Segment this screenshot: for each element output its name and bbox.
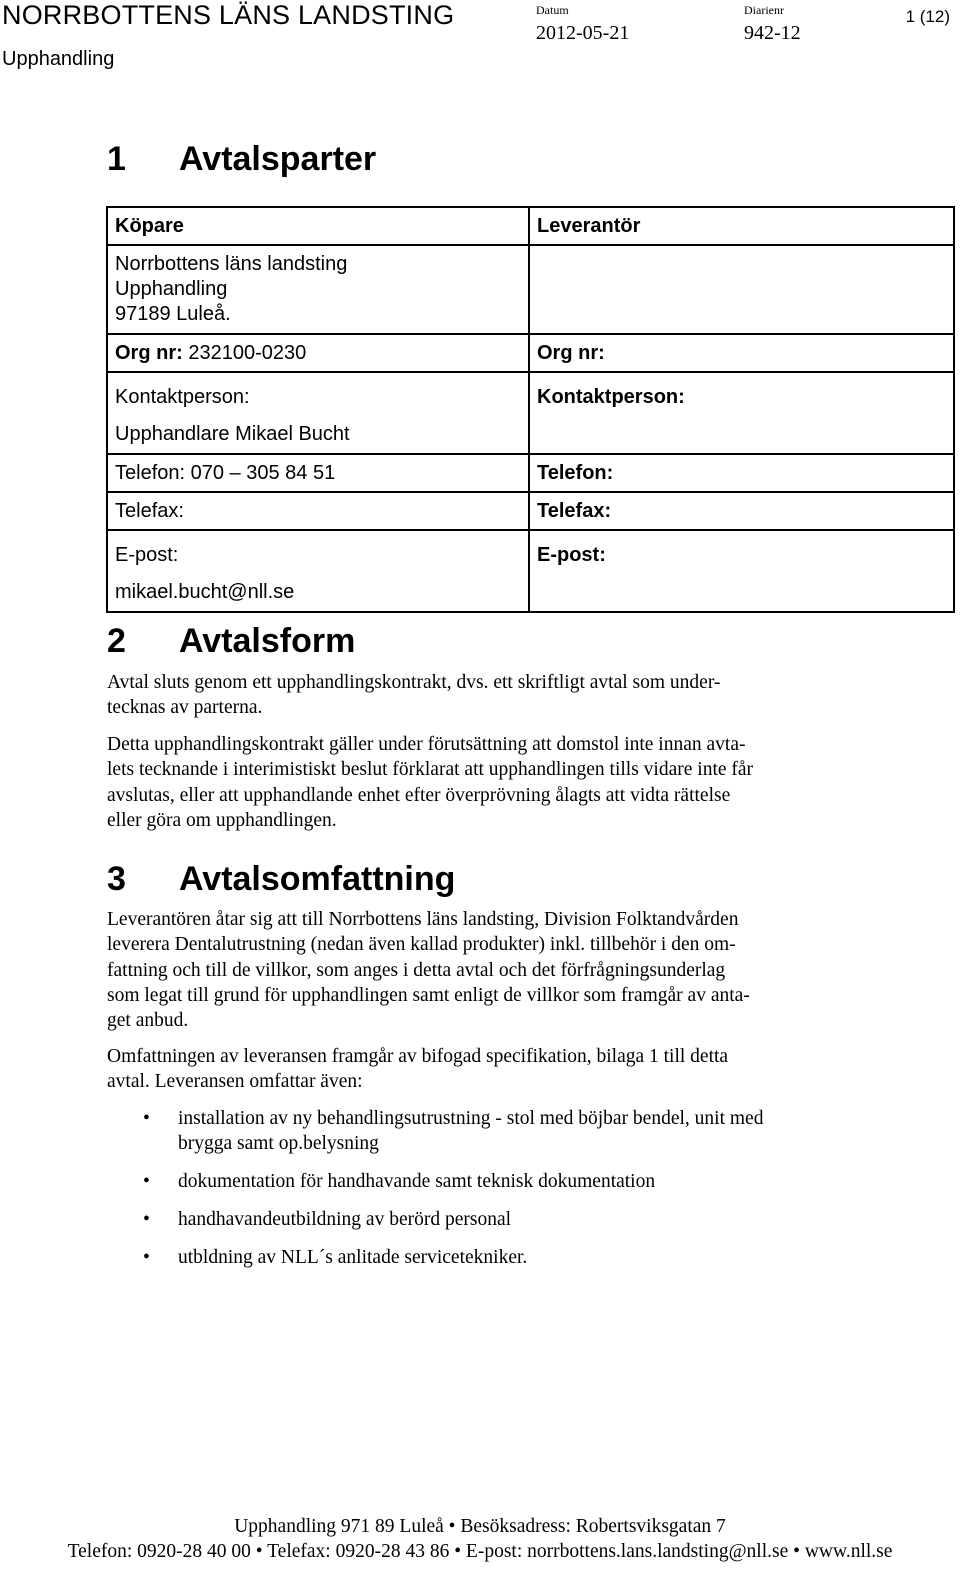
- buyer-address: [107, 245, 529, 334]
- section-3-heading: [107, 860, 455, 899]
- section-title: Avtalsomfattning: [179, 860, 456, 898]
- page-number: 1 (12): [905, 7, 950, 26]
- text-line: som legat till grund för upphandlingen samt enligt de villkor som framgår av anta-: [107, 984, 750, 1006]
- section-1-heading: [107, 140, 376, 179]
- scope-list: [107, 1106, 847, 1282]
- bullet-icon: •: [143, 1246, 150, 1268]
- text-line: tecknas av parterna.: [107, 697, 263, 719]
- list-item: [107, 1207, 847, 1232]
- footer-address: Upphandling 971 89 Luleå • Besöksadress: Robertsviksgatan 7: [234, 1516, 726, 1537]
- footer-contact: Telefon: 0920-28 40 00 • Telefax: 0920-28 43 86 • E-post: norrbottens.lans.landsting@nll.se • www.nll.se: [67, 1541, 893, 1562]
- text-line: Detta upphandlingskontrakt gäller under förutsättning att domstol inte innan avta-: [107, 734, 746, 755]
- supplier-contact-label: Kontaktperson:: [529, 372, 954, 454]
- organization-name: NORRBOTTENS LÄNS LANDSTING: [2, 0, 455, 30]
- department-name: Upphandling: [2, 48, 115, 70]
- text-line: avtal. Leveransen omfattar även:: [107, 1071, 363, 1093]
- list-item-text: installation av ny behandlingsutrustning - stol med böjbar bendel, unit med: [178, 1108, 764, 1129]
- section-number: 1: [107, 140, 126, 178]
- diary-number-label: Diarienr: [744, 3, 784, 17]
- buyer-heading: Köpare: [107, 207, 529, 245]
- section-number: 3: [107, 860, 126, 898]
- list-item: [107, 1106, 847, 1157]
- text-line: lets tecknande i interimistiskt beslut förklarat att upphandlingen tills vidare inte får: [107, 759, 754, 781]
- buyer-org-nr-label: Org nr:: [115, 341, 183, 364]
- supplier-email-label: E-post:: [529, 530, 954, 612]
- list-item: [107, 1169, 847, 1194]
- buyer-fax: Telefax:: [107, 492, 529, 530]
- buyer-contact: [107, 372, 529, 454]
- text-line: fattning och till de villkor, som anges i detta avtal och det förfrågningsunderlag: [107, 959, 726, 981]
- buyer-email: [107, 530, 529, 612]
- buyer-email-value: mikael.bucht@nll.se: [115, 581, 295, 603]
- buyer-email-label: E-post:: [115, 544, 179, 566]
- list-item-text: brygga samt op.belysning: [178, 1133, 379, 1155]
- paragraph: [107, 907, 837, 1033]
- supplier-address: [529, 245, 954, 334]
- text-line: Avtal sluts genom ett upphandlingskontrakt, dvs. ett skriftligt avtal som under-: [107, 672, 721, 693]
- buyer-address-line: Upphandling: [115, 278, 228, 300]
- section-2-heading: [107, 622, 355, 661]
- section-title: Avtalsparter: [179, 140, 377, 178]
- section-title: Avtalsform: [179, 622, 356, 660]
- list-item: [107, 1245, 847, 1270]
- buyer-address-line: Norrbottens läns landsting: [115, 253, 348, 275]
- supplier-fax: Telefax:: [529, 492, 954, 530]
- supplier-heading: Leverantör: [529, 207, 954, 245]
- list-item-text: handhavandeutbildning av berörd personal: [178, 1208, 512, 1230]
- paragraph: [107, 670, 837, 721]
- supplier-phone: Telefon:: [529, 454, 954, 492]
- text-line: leverera Dentalutrustning (nedan även kallad produkter) inkl. tillbehör i den om-: [107, 934, 736, 956]
- bullet-icon: •: [143, 1108, 150, 1129]
- date-value: 2012-05-21: [536, 22, 630, 44]
- diary-number-value: 942-12: [744, 22, 801, 44]
- buyer-org-nr-value: 232100-0230: [182, 341, 307, 364]
- buyer-org-nr: [107, 334, 529, 372]
- list-item-text: utbldning av NLL´s anlitade servicetekniker.: [178, 1246, 528, 1268]
- date-label: Datum: [536, 3, 569, 17]
- text-line: avslutas, eller att upphandlande enhet efter överprövning ålagts att vidta rättelse: [107, 784, 731, 806]
- text-line: Omfattningen av leveransen framgår av bifogad specifikation, bilaga 1 till detta: [107, 1046, 729, 1067]
- section-number: 2: [107, 622, 126, 660]
- supplier-org-nr: Org nr:: [529, 334, 954, 372]
- buyer-phone: Telefon: 070 – 305 84 51: [107, 454, 529, 492]
- bullet-icon: •: [143, 1171, 150, 1193]
- paragraph: [107, 732, 837, 833]
- text-line: get anbud.: [107, 1010, 189, 1032]
- bullet-icon: •: [143, 1208, 150, 1230]
- text-line: Leverantören åtar sig att till Norrbottens läns landsting, Division Folktandvården: [107, 909, 739, 930]
- paragraph: [107, 1044, 837, 1095]
- text-line: eller göra om upphandlingen.: [107, 809, 337, 831]
- buyer-contact-label: Kontaktperson:: [115, 386, 250, 408]
- parties-table: [106, 206, 955, 613]
- buyer-contact-name: Upphandlare Mikael Bucht: [115, 423, 350, 445]
- list-item-text: dokumentation för handhavande samt teknisk dokumentation: [178, 1171, 656, 1193]
- buyer-address-line: 97189 Luleå.: [115, 303, 231, 325]
